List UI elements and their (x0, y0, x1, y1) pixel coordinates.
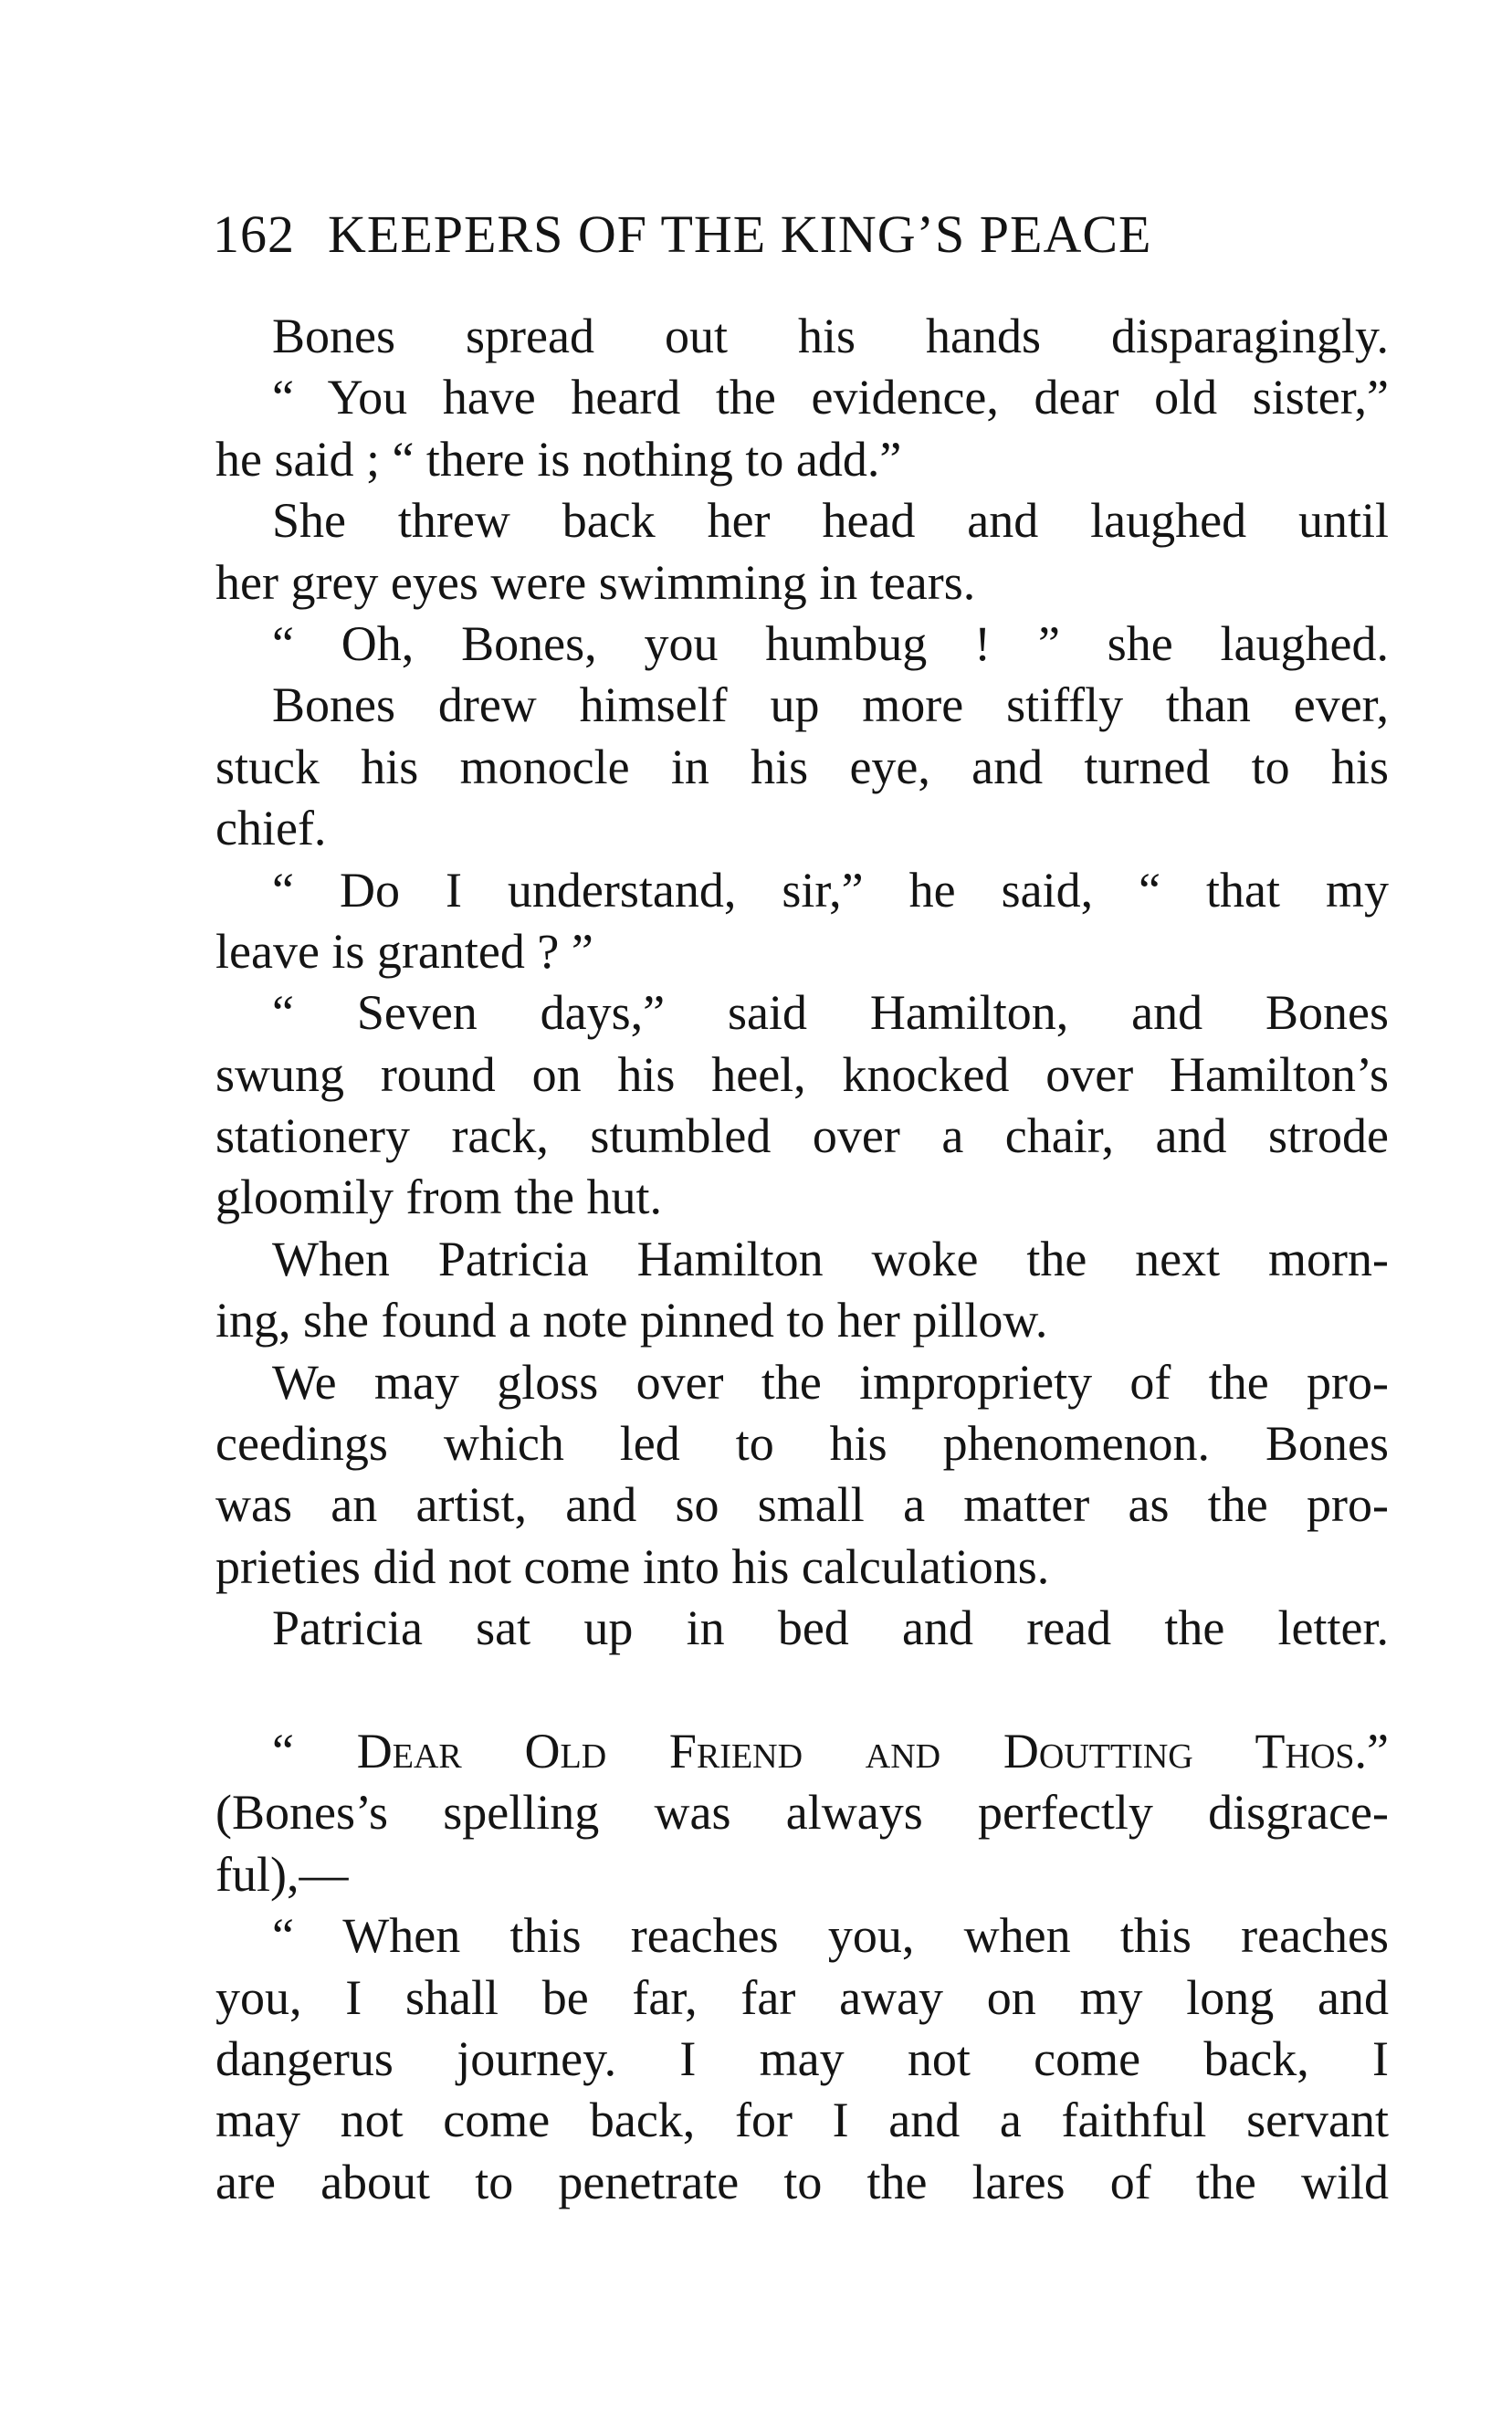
text-line: Patricia sat up in bed and read the letter. (272, 1600, 1389, 1656)
text-line: her grey eyes were swimming in tears. (215, 554, 976, 610)
text-line: gloomily from the hut. (215, 1170, 662, 1225)
text-line: She threw back her head and laughed until (272, 493, 1389, 549)
text-line: stuck his monocle in his eye, and turned to his (215, 739, 1389, 794)
text-line: “ Do I understand, sir,” he said, “ that my (272, 862, 1389, 918)
running-header (213, 203, 1391, 267)
text-line: “ Seven days,” said Hamilton, and Bones (272, 985, 1389, 1041)
text-line: chief. (215, 801, 327, 856)
text-line: was an artist, and so small a matter as the pro- (215, 1477, 1389, 1533)
text-line: ful),— (215, 1846, 349, 1902)
section-gap (215, 1660, 1389, 1721)
text-line: are about to penetrate to the lares of the wild (215, 2154, 1389, 2209)
text-line: (Bones’s spelling was always perfectly disgrace- (215, 1785, 1389, 1841)
text-line: ceedings which led to his phenomenon. Bones (215, 1416, 1389, 1472)
text-line: you, I shall be far, far away on my long and (215, 1969, 1389, 2025)
text-line: We may gloss over the impropriety of the pro- (272, 1354, 1389, 1410)
letter-salutation: “ Dear Old Friend and Doutting Thos.” (272, 1723, 1389, 1778)
text-line: dangerus journey. I may not come back, I (215, 2030, 1389, 2086)
text-line: “ When this reaches you, when this reaches (272, 1908, 1389, 1964)
text-line: “ You have heard the evidence, dear old sister,” (272, 370, 1389, 425)
text-line: When Patricia Hamilton woke the next morn- (272, 1231, 1389, 1286)
text-line: may not come back, for I and a faithful servant (215, 2093, 1389, 2148)
text-line: he said ; “ there is nothing to add.” (215, 431, 902, 487)
text-line: “ Oh, Bones, you humbug ! ” she laughed. (272, 615, 1389, 671)
text-line: ing, she found a note pinned to her pillow. (215, 1293, 1048, 1348)
text-line: leave is granted ? ” (215, 923, 593, 979)
page-number: 162 (213, 205, 295, 264)
text-line: prieties did not come into his calculations. (215, 1538, 1050, 1594)
text-line: stationery rack, stumbled over a chair, and strode (215, 1108, 1389, 1164)
text-line: Bones spread out his hands disparagingly. (272, 309, 1389, 363)
running-title: KEEPERS OF THE KING’S PEACE (328, 205, 1152, 264)
text-line: swung round on his heel, knocked over Hamilton’s (215, 1046, 1389, 1102)
text-line: Bones drew himself up more stiffly than ever, (272, 677, 1389, 733)
page-body (215, 306, 1389, 2213)
